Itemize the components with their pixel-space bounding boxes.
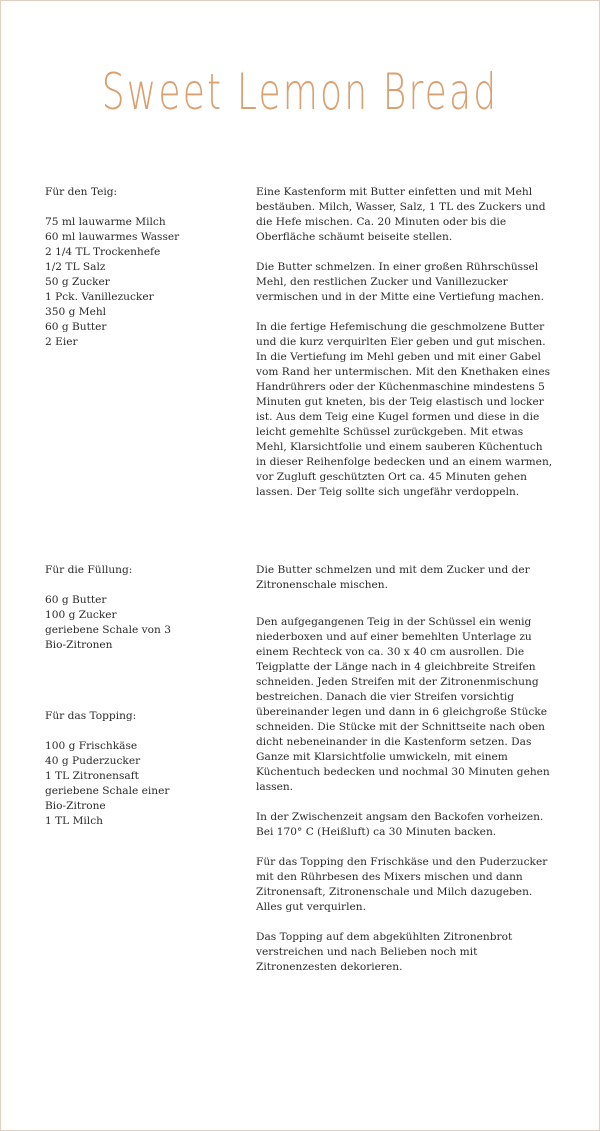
instruction-paragraph: In die fertige Hefemischung die geschmolzene Butter und die kurz verquirlten Eier geben und gut mischen. In die Vertiefung im Mehl geben und mit einer Gabel vom Rand her untermischen. Mit den Knethaken eines Handrührers oder der Küchenmaschine mindestens 5 Minuten gut kneten, bis der Teig elastisch und locker ist. Aus dem Teig eine Kugel formen und diese in die leicht gemehlte Schüssel zurückgeben. Mit etwas Mehl, Klarsichtfolie und einem sauberen Küchentuch in dieser Reihenfolge bedecken und an einem warmen, vor Zugluft geschützten Ort ca. 45 Minuten gehen lassen. Der Teig sollte sich ungefähr verdoppeln. (256, 321, 553, 498)
ingredient-item: Bio-Zitrone (45, 800, 106, 812)
ingredient-item: 1 TL Zitronensaft (45, 770, 139, 782)
ingredient-item: 100 g Zucker (45, 609, 117, 621)
recipe-title: Sweet Lemon Bread (101, 63, 499, 121)
ingredients-dough (45, 185, 235, 350)
dough-ingredient-list (45, 215, 235, 350)
ingredients-topping (45, 709, 235, 829)
ingredient-item: 1/2 TL Salz (45, 261, 106, 273)
ingredient-item: 60 ml lauwarmes Wasser (45, 231, 180, 243)
ingredient-item: 60 g Butter (45, 321, 107, 333)
ingredient-item: geriebene Schale von 3 (45, 624, 171, 636)
topping-ingredient-list (45, 739, 235, 829)
instruction-paragraph: In der Zwischenzeit angsam den Backofen vorheizen. Bei 170° C (Heißluft) ca 30 Minuten backen. (256, 811, 544, 838)
ingredient-item: Bio-Zitronen (45, 639, 113, 651)
instructions-rest (256, 563, 556, 990)
instruction-paragraph: Für das Topping den Frischkäse und den Puderzucker mit den Rührbesen des Mixers mischen und dann Zitronensaft, Zitronenschale und Milch dazugeben. Alles gut verquirlen. (256, 856, 548, 913)
instructions-dough (256, 185, 556, 515)
ingredient-item: geriebene Schale einer (45, 785, 170, 797)
ingredient-item: 1 TL Milch (45, 815, 103, 827)
ingredient-item: 100 g Frischkäse (45, 740, 138, 752)
instruction-paragraph: Eine Kastenform mit Butter einfetten und mit Mehl bestäuben. Milch, Wasser, Salz, 1 TL des Zuckers und die Hefe mischen. Ca. 20 Minuten oder bis die Oberfläche schäumt beiseite stellen. (256, 186, 546, 243)
instruction-paragraph: Die Butter schmelzen und mit dem Zucker und der Zitronenschale mischen. (256, 564, 530, 591)
ingredient-item: 75 ml lauwarme Milch (45, 216, 166, 228)
topping-heading: Für das Topping: (45, 710, 137, 722)
instruction-paragraph: Das Topping auf dem abgekühlten Zitronenbrot verstreichen und nach Belieben noch mit Zitronenzesten dekorieren. (256, 931, 513, 973)
dough-heading: Für den Teig: (45, 186, 118, 198)
ingredients-filling (45, 563, 235, 653)
ingredient-item: 2 Eier (45, 336, 78, 348)
ingredient-item: 40 g Puderzucker (45, 755, 141, 767)
filling-heading: Für die Füllung: (45, 564, 133, 576)
filling-ingredient-list (45, 593, 235, 653)
instruction-paragraph: Die Butter schmelzen. In einer großen Rührschüssel Mehl, den restlichen Zucker und Vanillezucker vermischen und in der Mitte eine Vertiefung machen. (256, 261, 544, 303)
ingredient-item: 50 g Zucker (45, 276, 110, 288)
ingredient-item: 2 1/4 TL Trockenhefe (45, 246, 161, 258)
ingredient-item: 60 g Butter (45, 594, 107, 606)
ingredient-item: 1 Pck. Vanillezucker (45, 291, 154, 303)
ingredient-item: 350 g Mehl (45, 306, 107, 318)
instruction-paragraph: Den aufgegangenen Teig in der Schüssel ein wenig niederboxen und auf einer bemehlten Unterlage zu einem Rechteck von ca. 30 x 40 cm ausrollen. Die Teigplatte der Länge nach in 4 gleichbreite Streifen schneiden. Jeden Streifen mit der Zitronenmischung bestreichen. Danach die vier Streifen vorsichtig übereinander legen und dann in 6 gleichgroße Stücke schneiden. Die Stücke mit der Schnittseite nach oben dicht nebeneinander in die Kastenform setzen. Das Ganze mit Klarsichtfolie umwickeln, mit einem Küchentuch bedecken und nochmal 30 Minuten gehen lassen. (256, 616, 550, 793)
